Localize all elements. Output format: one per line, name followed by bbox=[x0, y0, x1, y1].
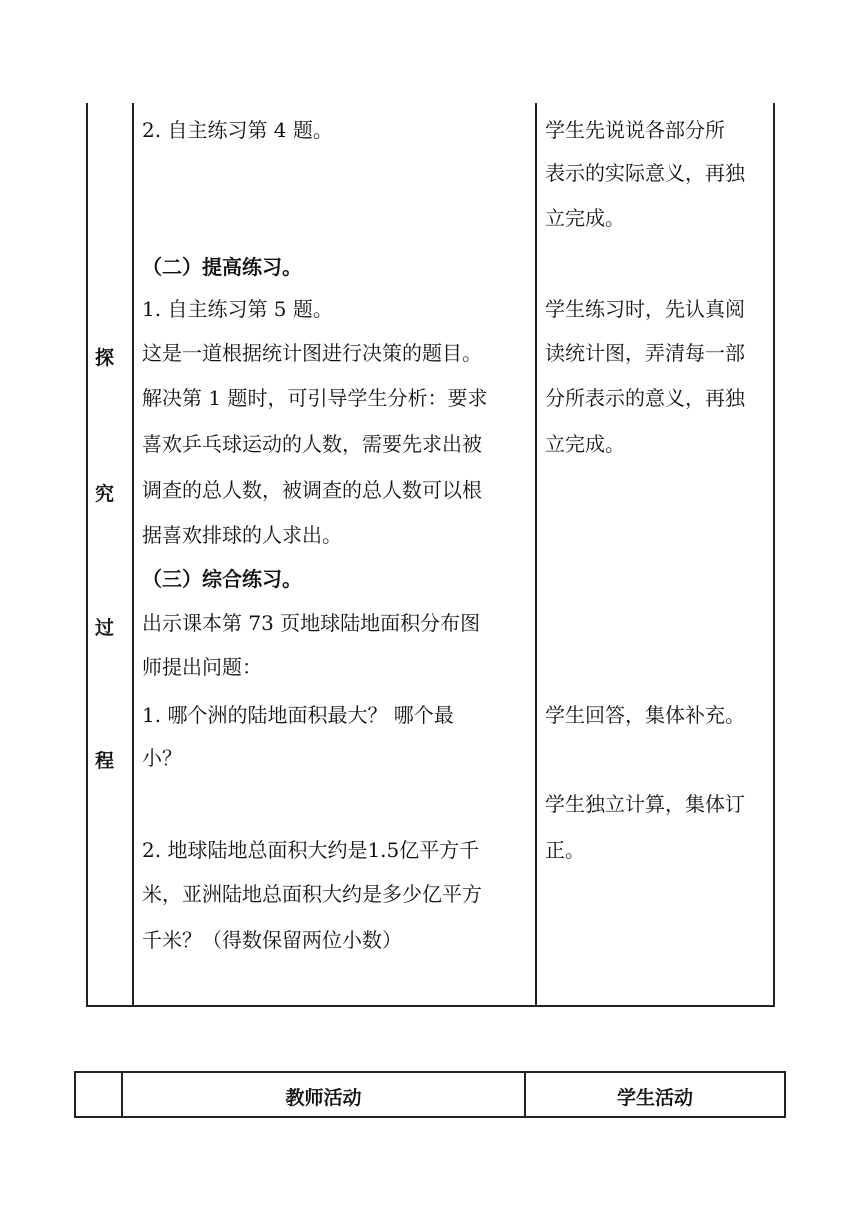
section-heading: （三）综合练习。 bbox=[142, 567, 302, 591]
student-line: 学生练习时，先认真阅 bbox=[545, 297, 745, 321]
teacher-line: 解决第 1 题时，可引导学生分析：要求 bbox=[142, 386, 488, 410]
table2-border-top bbox=[74, 1071, 786, 1073]
table-divider-1 bbox=[132, 103, 134, 1007]
student-line: 立完成。 bbox=[545, 432, 625, 456]
student-line: 表示的实际意义，再独 bbox=[545, 161, 745, 185]
student-line: 学生独立计算，集体订 bbox=[545, 792, 745, 816]
teacher-line: 据喜欢排球的人求出。 bbox=[142, 523, 342, 547]
side-label-char: 探 bbox=[95, 347, 115, 369]
student-line: 立完成。 bbox=[545, 206, 625, 230]
table2-border-left bbox=[74, 1071, 76, 1118]
header-teacher-activity: 教师活动 bbox=[285, 1087, 362, 1109]
teacher-line: 千米？（得数保留两位小数） bbox=[142, 928, 402, 952]
teacher-line: 出示课本第 73 页地球陆地面积分布图 bbox=[142, 611, 481, 635]
table-border-right bbox=[773, 103, 775, 1007]
header-student-activity: 学生活动 bbox=[616, 1087, 693, 1109]
teacher-line: 喜欢乒乓球运动的人数，需要先求出被 bbox=[142, 432, 482, 456]
teacher-line: 小？ bbox=[142, 746, 182, 770]
student-line: 分所表示的意义，再独 bbox=[545, 386, 745, 410]
teacher-line: 米，亚洲陆地总面积大约是多少亿平方 bbox=[142, 882, 482, 906]
teacher-line: 这是一道根据统计图进行决策的题目。 bbox=[142, 341, 482, 365]
teacher-line: 调查的总人数，被调查的总人数可以根 bbox=[142, 478, 482, 502]
table-border-bottom bbox=[86, 1005, 775, 1007]
student-line: 读统计图，弄清每一部 bbox=[545, 341, 745, 365]
table2-border-right bbox=[784, 1071, 786, 1118]
section-heading: （二）提高练习。 bbox=[142, 255, 302, 279]
student-line: 学生先说说各部分所 bbox=[545, 118, 725, 142]
side-label-char: 程 bbox=[95, 750, 115, 772]
student-line: 正。 bbox=[545, 838, 585, 862]
student-line: 学生回答，集体补充。 bbox=[545, 703, 745, 727]
teacher-line: 师提出问题： bbox=[142, 655, 262, 679]
side-label-char: 过 bbox=[95, 617, 115, 639]
table-border-left bbox=[86, 103, 88, 1007]
teacher-line: 1. 哪个洲的陆地面积最大？ 哪个最 bbox=[142, 703, 454, 727]
table2-border-bottom bbox=[74, 1116, 786, 1118]
side-label-char: 究 bbox=[95, 483, 115, 505]
teacher-line: 1. 自主练习第 5 题。 bbox=[142, 297, 333, 321]
table-divider-2 bbox=[535, 103, 537, 1007]
teacher-line: 2. 自主练习第 4 题。 bbox=[142, 118, 333, 142]
teacher-line: 2. 地球陆地总面积大约是1.5亿平方千 bbox=[142, 838, 480, 862]
